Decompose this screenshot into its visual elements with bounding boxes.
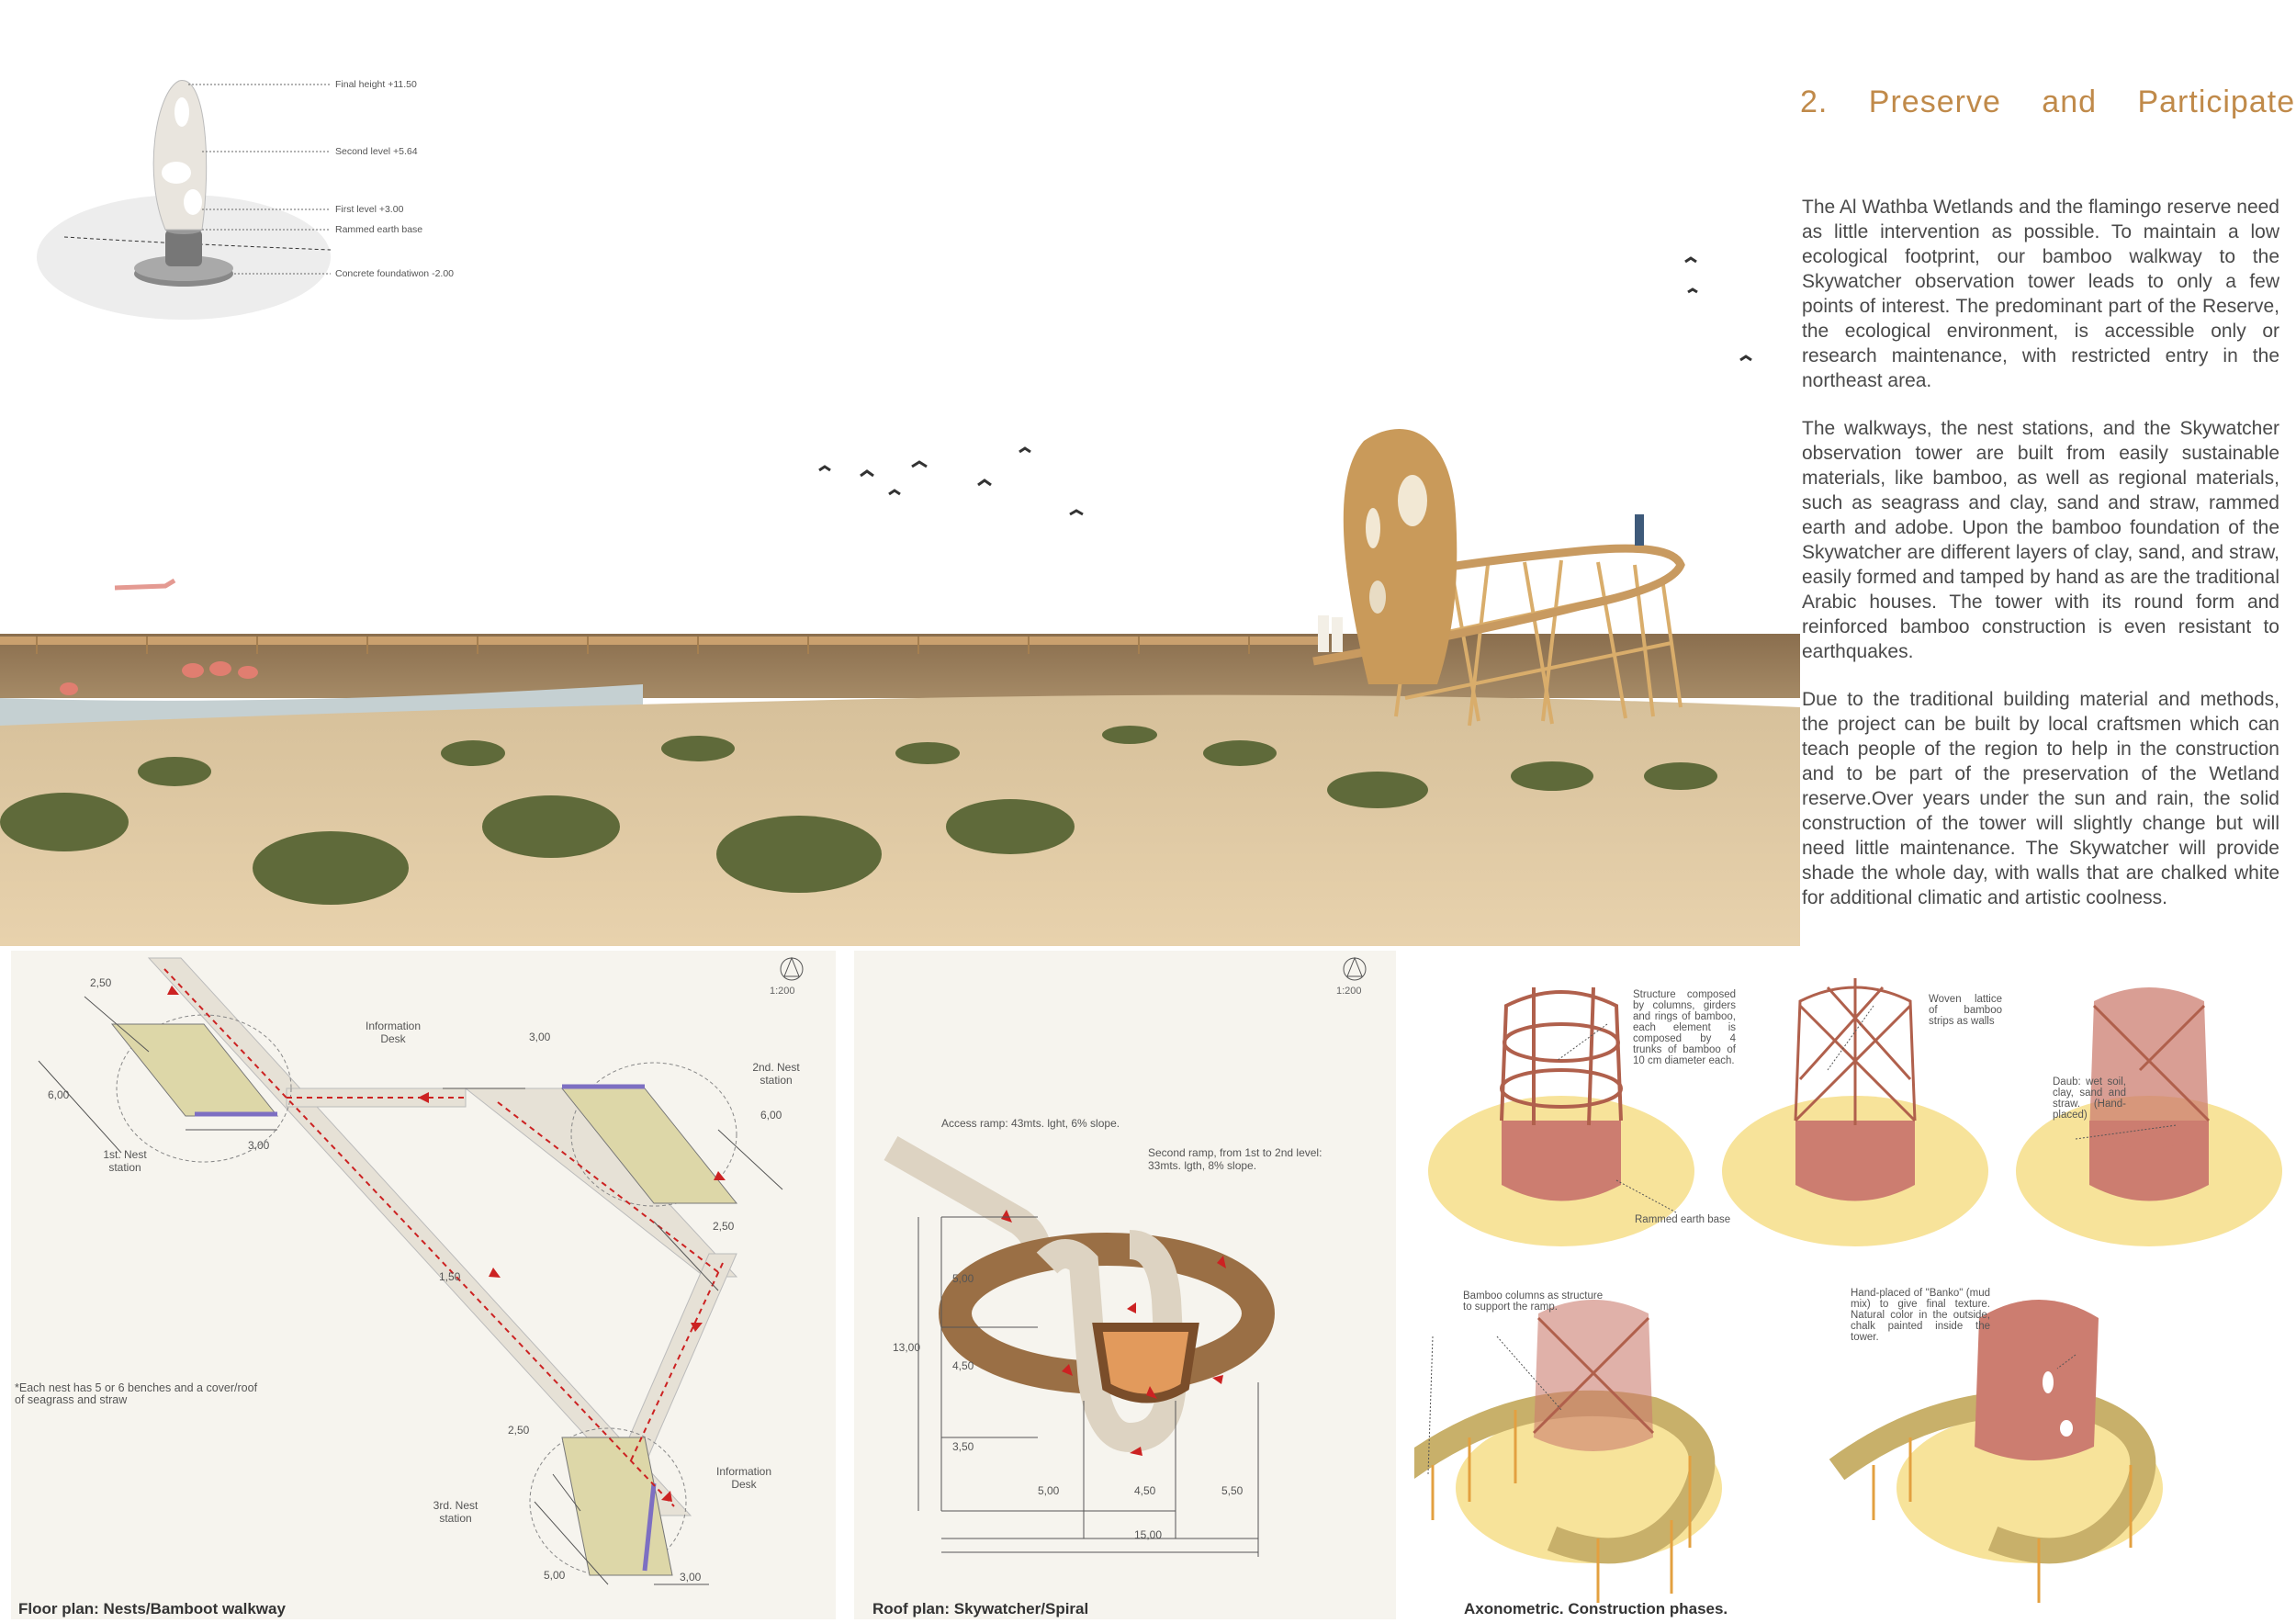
dim-2-50-b: 2,50 [713, 1220, 735, 1233]
label-rammed-earth: Rammed earth base [335, 224, 423, 235]
dim-6-00-b: 6,00 [760, 1109, 782, 1121]
dim-v-total: 13,00 [893, 1341, 921, 1354]
skywatcher-tower [1344, 429, 1457, 684]
axonometric-drawing [1414, 951, 2287, 1612]
phase2-lattice [1795, 978, 1915, 1125]
dim-6-00-a: 6,00 [48, 1088, 70, 1101]
access-ramp-label: Access ramp: 43mts. lght, 6% slope. [941, 1117, 1120, 1130]
info-desk-2-label: Information Desk [715, 1465, 772, 1491]
axon-note-daub: Daub: wet soil, clay, sand and straw. (Hand-placed) [2053, 1076, 2126, 1121]
landscape-render [0, 0, 1800, 946]
paragraph-1: The Al Wathba Wetlands and the flamingo reserve need as little intervention as possible. To maintain a low ecological footprint, our bamboo walkway to the Skywatcher observation tower leads to only a few points of interest. The predominant part of the Reserve, the ecological environment, is accessible only or research maintenance, with restricted entry in the northeast area. [1802, 197, 2279, 391]
dim-3-00-b: 3,00 [248, 1139, 270, 1152]
dim-3-00-a: 3,00 [529, 1031, 551, 1043]
axonometric-caption: Axonometric. Construction phases. [1464, 1600, 1728, 1617]
roof-plan-drawing [854, 951, 1396, 1619]
dim-v-4-50: 4,50 [952, 1359, 974, 1372]
label-concrete-foundation: Concrete foundatiwon -2.00 [335, 268, 454, 279]
access-ramp [891, 1148, 1038, 1254]
paragraph-3: Due to the traditional building material and methods, the project can be built by local craftsmen which can teach people of the region to help in the construction and to be part of the preservation of the Wetland reserve.Over years under the sun and rain, the solid construction of the tower will slightly change but will need little maintenance. The Skywatcher will provide shade the whole day, with walls that are chalked white for additional climatic and artistic coolness. [1802, 689, 2279, 908]
nest-note: *Each nest has 5 or 6 benches and a cover/roof of seagrass and straw [15, 1381, 258, 1406]
floor-plan-scale: 1:200 [770, 986, 795, 997]
sand-dunes [0, 695, 1800, 946]
dim-h-total: 15,00 [1134, 1528, 1163, 1541]
axon-note-rammed: Rammed earth base [1635, 1214, 1731, 1225]
axon-note-woven: Woven lattice of bamboo strips as walls [1929, 994, 2002, 1027]
nest3-label: 3rd. Nest station [433, 1499, 478, 1525]
nest3-platform [562, 1437, 672, 1575]
birds-flock [819, 258, 1751, 514]
branch-walkway-3 [617, 1254, 737, 1465]
dim-v-5-00: 5,00 [952, 1272, 974, 1285]
person-on-ramp [1635, 514, 1644, 546]
roof-plan-scale: 1:200 [1336, 986, 1362, 997]
axon-note-structure: Structure composed by columns, girders and rings of bamboo, each element is composed by 4 trunks of bamboo of 10 cm diameter each. [1633, 989, 1736, 1066]
axon-note-columns: Bamboo columns as structure to support the ramp. [1463, 1291, 1604, 1313]
body-text [1802, 195, 2279, 933]
phase1-earth-base [1502, 1121, 1621, 1201]
dim-h-4-50: 4,50 [1134, 1484, 1156, 1497]
nest2-label: 2nd. Nest station [752, 1061, 800, 1087]
phase3-daub [2089, 987, 2209, 1148]
phase4-tower [1534, 1300, 1653, 1451]
dim-h-5-50: 5,50 [1221, 1484, 1244, 1497]
nest1-label: 1st. Nest station [103, 1148, 147, 1174]
label-first-level: First level +3.00 [335, 204, 404, 215]
dim-1-50: 1,50 [439, 1270, 461, 1283]
dim-5-00: 5,00 [544, 1569, 566, 1582]
people-at-base [1318, 615, 1329, 652]
walkway-rail [0, 637, 1322, 645]
floor-plan-caption: Floor plan: Nests/Bamboot walkway [18, 1600, 286, 1617]
axon-note-banko: Hand-placed of "Banko" (mud mix) to give final texture. Natural color in the outside, chalk painted inside the tower. [1851, 1288, 1990, 1343]
page-title: 2. Preserve and Participate [1800, 85, 2296, 119]
phase5-tower [1975, 1300, 2099, 1460]
paragraph-2: The walkways, the nest stations, and the Skywatcher observation tower are built from easily sustainable materials, like bamboo, as well as regional materials, such as seagrass and clay, sand and straw, rammed earth and adobe. Upon the bamboo foundation of the Skywatcher are different layers of clay, sand, and straw, easily formed and tamped by hand as are the traditional Arabic houses. The tower with its round form and reinforced bamboo construction is even resistant to earthquakes. [1802, 418, 2279, 662]
dim-2-50-a: 2,50 [90, 976, 112, 989]
dim-v-3-50: 3,50 [952, 1440, 974, 1453]
dim-h-5-00: 5,00 [1038, 1484, 1060, 1497]
flying-flamingo [115, 580, 174, 588]
info-desk-1-label: Information Desk [365, 1020, 422, 1045]
label-final-height: Final height +11.50 [335, 79, 417, 90]
second-ramp-label: Second ramp, from 1st to 2nd level: 33mts. lgth, 8% slope. [1148, 1146, 1322, 1172]
dim-2-50-c: 2,50 [508, 1424, 530, 1437]
roof-plan-caption: Roof plan: Skywatcher/Spiral [872, 1600, 1089, 1617]
tower-core [1097, 1327, 1194, 1399]
label-second-level: Second level +5.64 [335, 146, 418, 157]
dim-3-00-c: 3,00 [680, 1571, 702, 1584]
